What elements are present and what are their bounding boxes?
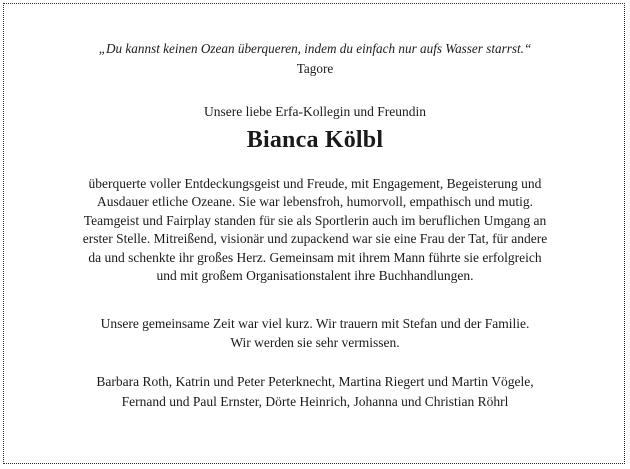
tribute-line: erster Stelle. Mitreißend, visionär und zupackend war sie eine Frau der Tat, für andere xyxy=(82,231,548,247)
tribute-line: Teamgeist und Fairplay standen für sie als Sportlerin auch im beruflichen Umgang an xyxy=(83,212,547,228)
tribute-line: und mit großem Organisationstalent ihre Buchhandlungen. xyxy=(156,268,474,284)
tribute-line: da und schenkte ihr großes Herz. Gemeinsam mit ihrem Mann führte sie erfolgreich xyxy=(88,249,542,265)
signers-list xyxy=(0,372,630,411)
quote-text: „Du kannst keinen Ozean überqueren, indem du einfach nur aufs Wasser starrst.“ xyxy=(98,41,532,56)
closing-line: Wir werden sie sehr vermissen. xyxy=(230,335,400,350)
tribute-paragraph xyxy=(40,175,590,285)
tribute-line: überquerte voller Entdeckungsgeist und Freude, mit Engagement, Begeisterung und xyxy=(88,176,542,191)
closing-paragraph xyxy=(0,314,630,352)
tribute-line: Ausdauer etliche Ozeane. Sie war lebensfroh, humorvoll, empathisch und mutig. xyxy=(96,194,533,210)
quote-author: Tagore xyxy=(296,61,334,76)
deceased-name: Bianca Kölbl xyxy=(246,127,384,153)
signer-line: Barbara Roth, Katrin und Peter Peterknecht, Martina Riegert und Martin Vögele, xyxy=(96,374,534,389)
signer-line: Fernand und Paul Ernster, Dörte Heinrich, Johanna und Christian Röhrl xyxy=(121,393,509,409)
closing-line: Unsere gemeinsame Zeit war viel kurz. Wir trauern mit Stefan und der Familie. xyxy=(100,316,530,331)
intro-line: Unsere liebe Erfa-Kollegin und Freundin xyxy=(204,104,426,119)
